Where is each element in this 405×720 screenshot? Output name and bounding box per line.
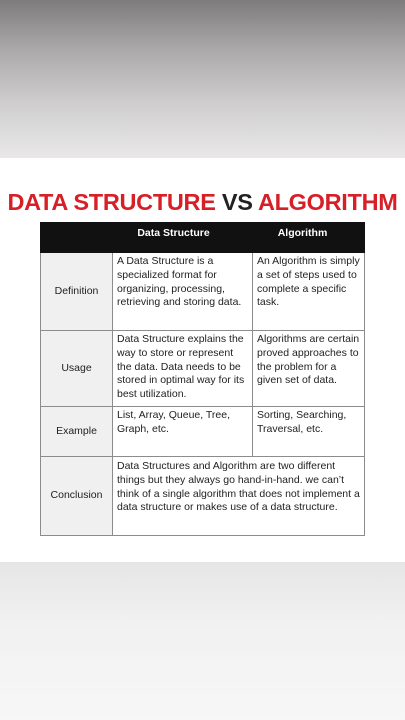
definition-data-structure-cell: A Data Structure is a specialized format for organizing, processing, retrieving and storing data. bbox=[113, 253, 253, 331]
definition-algorithm-cell: An Algorithm is simply a set of steps used to complete a specific task. bbox=[253, 253, 365, 331]
table-row-conclusion bbox=[41, 457, 365, 536]
header-data-structure bbox=[113, 223, 253, 253]
usage-data-structure-cell: Data Structure explains the way to store or represent the data. Data needs to be stored in optimal way for its best utilization. bbox=[113, 331, 253, 407]
table-header-row bbox=[41, 223, 365, 253]
blurred-top-background bbox=[0, 0, 405, 158]
row-label-conclusion: Conclusion bbox=[41, 457, 113, 536]
row-label-usage: Usage bbox=[41, 331, 113, 407]
infographic-card bbox=[0, 158, 405, 562]
example-algorithm-cell: Sorting, Searching, Traversal, etc. bbox=[253, 407, 365, 457]
table-row-usage bbox=[41, 331, 365, 407]
title-algorithm: ALGORITHM bbox=[257, 189, 398, 215]
title-vs: VS bbox=[221, 189, 253, 215]
header-data-structure-label: Data Structure bbox=[137, 227, 210, 239]
page-title bbox=[0, 187, 405, 217]
conclusion-cell: Data Structures and Algorithm are two different things but they always go hand-in-hand. we can’t think of a single algorithm that does not implement a data structure or makes use of a data structure. bbox=[113, 457, 365, 536]
blurred-bottom-background bbox=[0, 562, 405, 720]
header-algorithm-label: Algorithm bbox=[277, 227, 328, 239]
table-row-definition bbox=[41, 253, 365, 331]
header-algorithm bbox=[253, 223, 365, 253]
header-empty bbox=[41, 223, 113, 253]
title-data-structure: DATA STRUCTURE bbox=[7, 189, 216, 215]
example-data-structure-cell: List, Array, Queue, Tree, Graph, etc. bbox=[113, 407, 253, 457]
row-label-example: Example bbox=[41, 407, 113, 457]
row-label-definition: Definition bbox=[41, 253, 113, 331]
table-row-example bbox=[41, 407, 365, 457]
usage-algorithm-cell: Algorithms are certain proved approaches to the problem for a given set of data. bbox=[253, 331, 365, 407]
comparison-table bbox=[40, 222, 365, 536]
